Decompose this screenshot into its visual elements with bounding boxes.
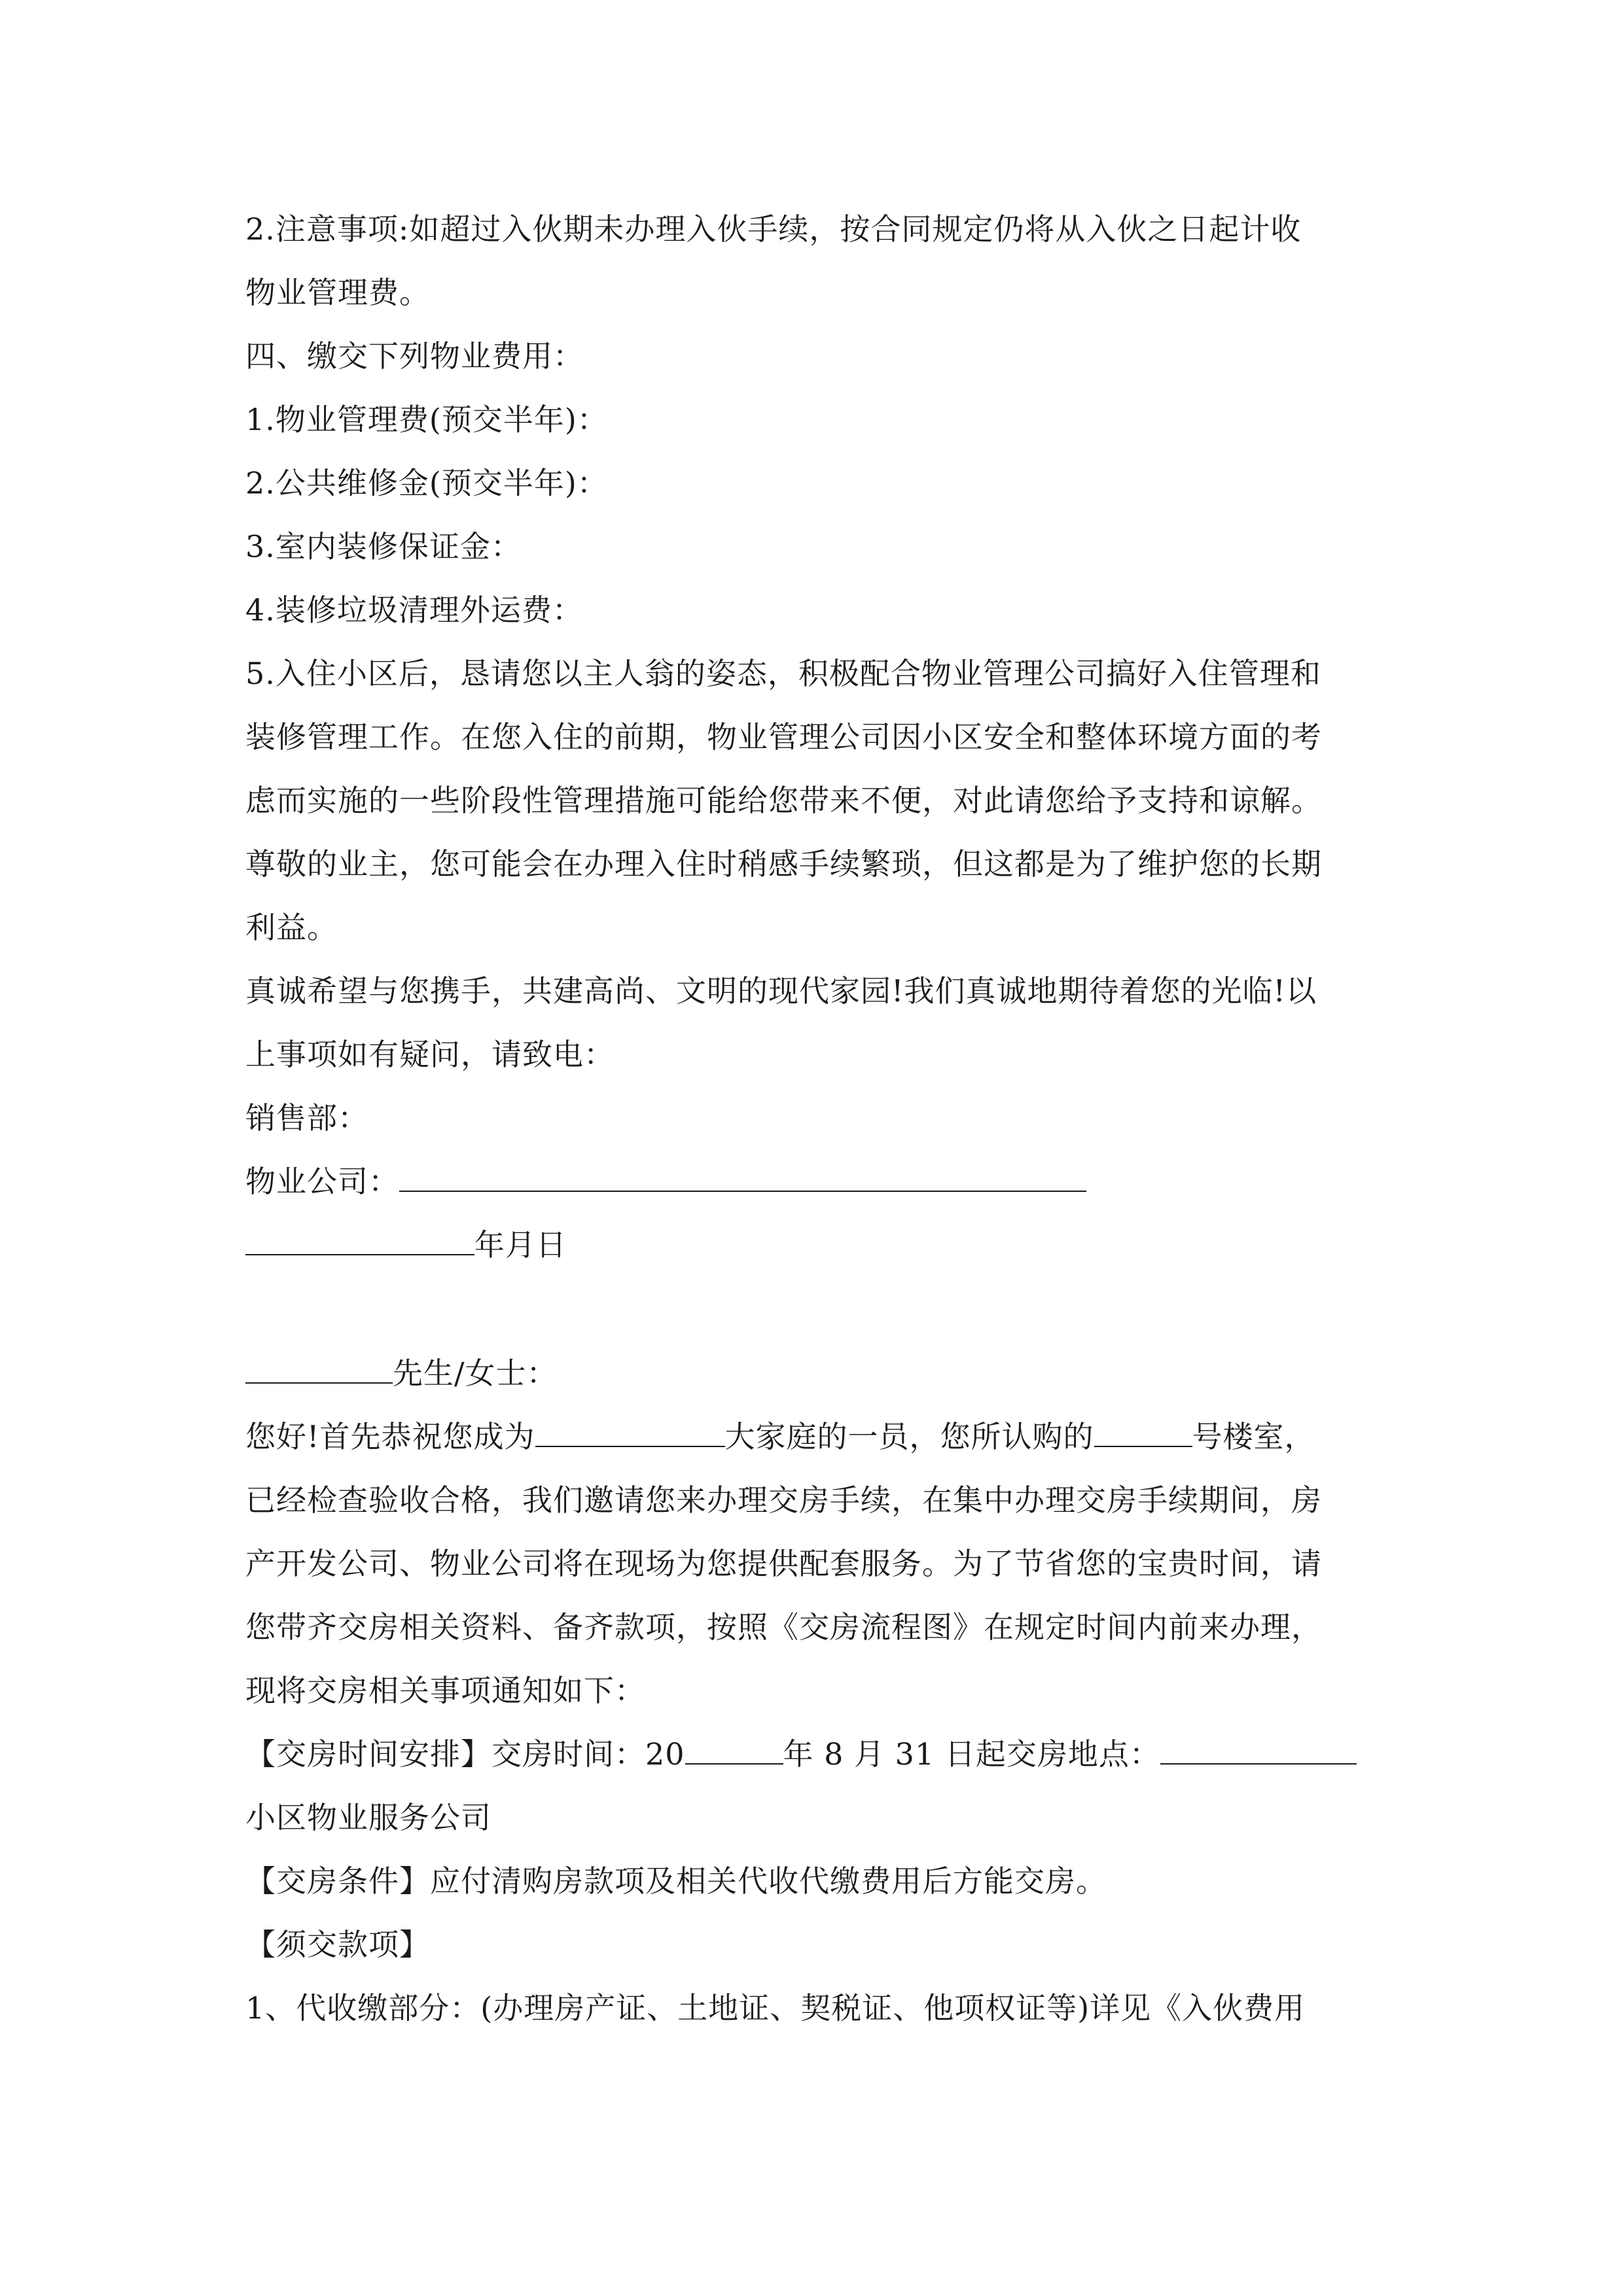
body-line-2: 已经检查验收合格，我们邀请您来办理交房手续，在集中办理交房手续期间，房 xyxy=(245,1482,1322,1518)
greeting-text-a: 您好!首先恭祝您成为 xyxy=(245,1419,535,1454)
greeting-row xyxy=(245,1417,1315,1456)
year-blank xyxy=(685,1734,783,1765)
date-row xyxy=(245,1225,567,1265)
payments-heading: 【须交款项】 xyxy=(245,1927,430,1962)
notice-line-2: 物业管理费。 xyxy=(245,275,430,310)
body-line-3: 产开发公司、物业公司将在现场为您提供配套服务。为了节省您的宝贵时间，请 xyxy=(245,1546,1322,1581)
para5-line-3: 虑而实施的一些阶段性管理措施可能给您带来不便，对此请您给予支持和谅解。 xyxy=(245,783,1322,818)
greeting-text-b: 大家庭的一员，您所认购的 xyxy=(724,1419,1094,1454)
fee-item-2: 2.公共维修金(预交半年)： xyxy=(245,465,608,501)
para5-line-5: 利益。 xyxy=(245,910,338,945)
property-company-blank xyxy=(399,1162,1086,1192)
greeting-text-c: 号楼室， xyxy=(1192,1419,1315,1454)
notice-line-1: 2.注意事项:如超过入伙期未办理入伙手续，按合同规定仍将从入伙之日起计收 xyxy=(245,211,1302,247)
body-line-4: 您带齐交房相关资料、备齐款项，按照《交房流程图》在规定时间内前来办理， xyxy=(245,1609,1322,1645)
body-line-5: 现将交房相关事项通知如下： xyxy=(245,1673,645,1708)
property-company-row xyxy=(245,1162,1086,1201)
property-company-label: 物业公司： xyxy=(245,1164,399,1199)
handover-conditions: 【交房条件】应付清购房款项及相关代收代缴费用后方能交房。 xyxy=(245,1863,1107,1899)
location-blank xyxy=(1160,1734,1357,1765)
para5-line-1: 5.入住小区后，恳请您以主人翁的姿态，积极配合物业管理公司搞好入住管理和 xyxy=(245,656,1321,691)
date-blank xyxy=(245,1225,474,1255)
collection-line-1: 1、代收缴部分：(办理房产证、土地证、契税证、他项权证等)详见《入伙费用 xyxy=(245,1990,1306,2026)
salutation-text: 先生/女士： xyxy=(393,1355,558,1391)
fee-item-3: 3.室内装修保证金： xyxy=(245,529,522,564)
fees-heading: 四、缴交下列物业费用： xyxy=(245,338,584,374)
closing-line-2: 上事项如有疑问，请致电： xyxy=(245,1037,615,1072)
handover-time-text-a: 【交房时间安排】交房时间：20 xyxy=(245,1736,685,1772)
fee-item-1: 1.物业管理费(预交半年)： xyxy=(245,402,608,437)
sales-dept-label: 销售部： xyxy=(245,1100,368,1136)
para5-line-4: 尊敬的业主，您可能会在办理入住时稍感手续繁琐，但这都是为了维护您的长期 xyxy=(245,846,1322,882)
salutation-row xyxy=(245,1354,558,1393)
handover-time-text-b: 年 8 月 31 日起交房地点： xyxy=(783,1736,1160,1772)
date-label: 年月日 xyxy=(474,1227,567,1263)
name-blank xyxy=(245,1354,393,1384)
handover-location-line: 小区物业服务公司 xyxy=(245,1800,491,1835)
fee-item-4: 4.装修垃圾清理外运费： xyxy=(245,592,583,628)
building-blank xyxy=(1094,1417,1192,1447)
handover-time-row xyxy=(245,1734,1357,1774)
closing-line-1: 真诚希望与您携手，共建高尚、文明的现代家园!我们真诚地期待着您的光临!以 xyxy=(245,973,1317,1009)
community-blank xyxy=(535,1417,725,1447)
para5-line-2: 装修管理工作。在您入住的前期，物业管理公司因小区安全和整体环境方面的考 xyxy=(245,719,1322,755)
